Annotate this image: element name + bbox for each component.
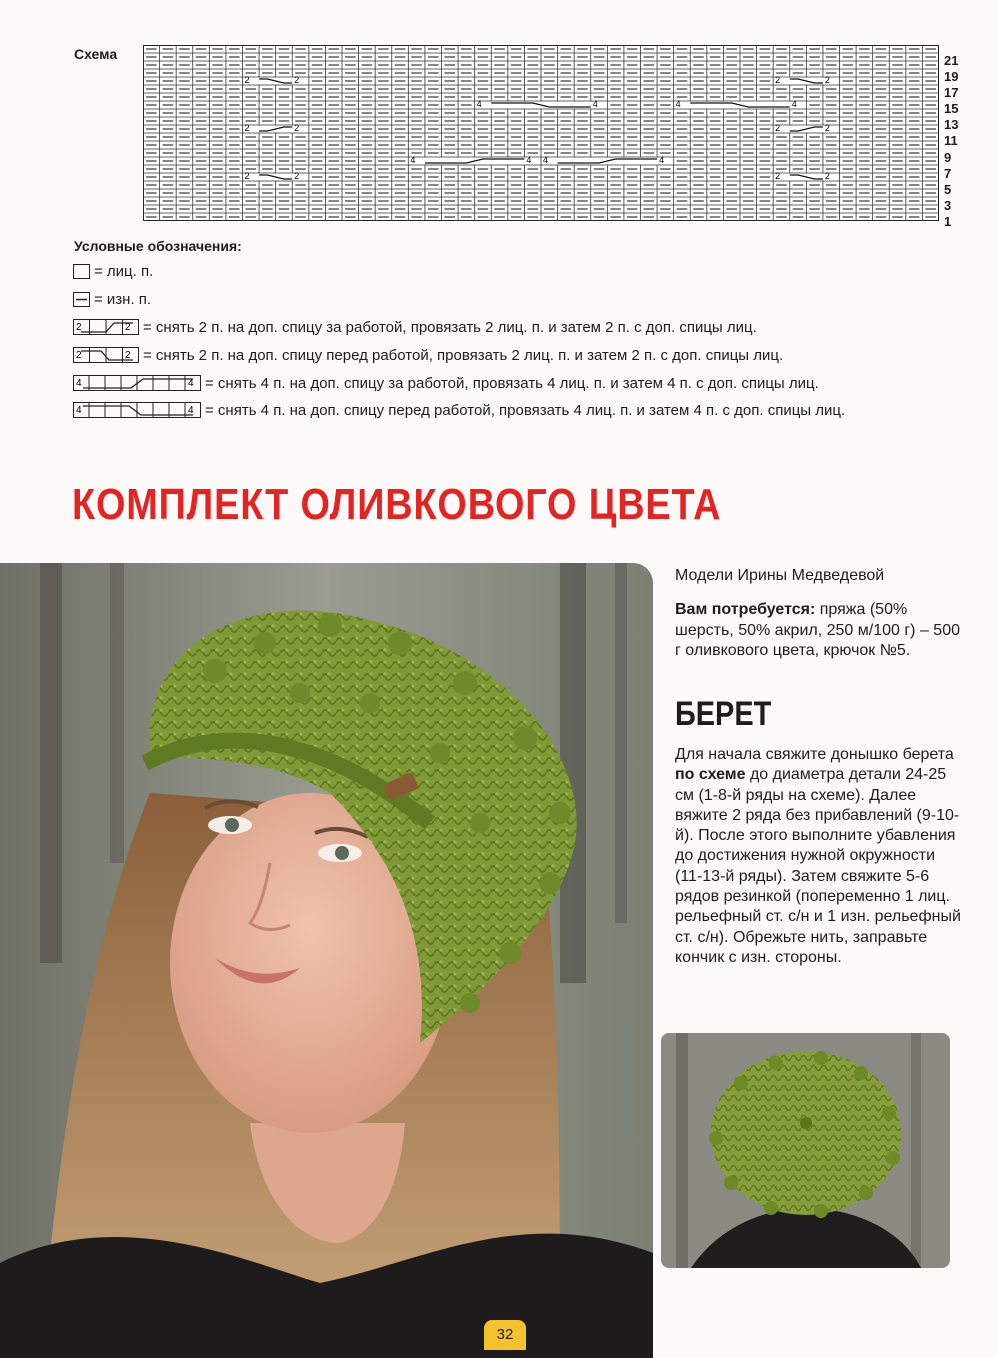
cable-count: 4 [410,155,416,165]
legend-text: = лиц. п. [94,262,154,280]
row-number: 7 [944,165,952,181]
row-number: 21 [944,53,959,68]
cable-count: 2 [294,171,300,181]
legend-item-knit [73,260,153,282]
row-number: 5 [944,181,952,197]
cable-count: 4 [592,99,598,109]
materials-text: пряжа (50% шерсть, 50% акрил, 250 м/100 г) – 500 г оливкового цвета, крючок №5. [675,601,960,659]
materials-label: Вам потребуется: [675,601,816,618]
materials [675,600,965,662]
legend-item-purl [73,288,151,310]
row-number: 9 [944,149,952,165]
knit-stitch-icon [73,264,90,279]
row-number: 17 [944,85,959,101]
cable-4-front-icon [73,402,201,418]
legend-item-cable-4-front [73,399,845,421]
cable-count: 4 [791,99,797,109]
legend-text: = снять 2 п. на доп. спицу перед работой, провязать 2 лиц. п. и затем 2 п. с доп. спицы лиц. [143,346,784,364]
page-number: 32 [484,1320,526,1350]
cable-count: 4 [188,405,194,416]
knitting-chart [143,45,939,231]
purl-stitch-icon [73,292,90,307]
cable-count: 2 [775,123,781,133]
cable-count: 2 [244,75,250,85]
legend-title: Условные обозначения: [74,238,242,254]
row-number: 11 [944,133,958,149]
headline: КОМПЛЕКТ ОЛИВКОВОГО ЦВЕТА [72,480,722,529]
woman-in-beret-image [0,563,653,1358]
instructions-part-2: до диаметра детали 24-25 см (1-8-й ряды на схеме). Далее вяжите 2 ряда без прибавлений (9-10-й). После этого выполните убавления до достижения нужной окружности (11-13-й ряды). Затем свяжите 5-6 рядов резинкой (попеременно 1 лиц. рельефный ст. с/н и 1 изн. рельефный ст. с/н). Обрежьте нить, заправьте кончик с изн. стороны. [675,766,961,966]
cable-count: 4 [188,378,194,389]
row-number: 19 [944,69,959,85]
legend-text: = снять 4 п. на доп. спицу за работой, провязать 4 лиц. п. и затем 4 п. с доп. спицы лиц. [205,374,819,392]
legend-item-cable-2-back [73,316,757,338]
cable-2-back-icon [73,319,139,335]
cable-count: 2 [824,123,830,133]
main-photo [0,563,653,1358]
cable-count: 4 [76,405,82,416]
cable-count: 2 [775,171,781,181]
row-number: 13 [944,117,959,133]
cable-count: 2 [244,123,250,133]
row-number: 3 [944,197,952,213]
cable-count: 4 [675,99,681,109]
beret-top-view-image [661,1033,950,1268]
cable-count: 4 [76,378,82,389]
cable-2-front-icon [73,347,139,363]
cable-count: 2 [125,322,131,333]
cable-count: 2 [76,350,82,361]
byline: Модели Ирины Медведевой [675,567,885,584]
legend-text: = изн. п. [94,290,152,308]
cable-count: 2 [824,171,830,181]
cable-count: 2 [76,322,82,333]
cable-count: 4 [526,155,532,165]
legend-item-cable-2-front [73,344,783,366]
cable-4-back-icon [73,375,201,391]
row-number: 1 [944,213,952,229]
legend-text: = снять 4 п. на доп. спицу перед работой, провязать 4 лиц. п. и затем 4 п. с доп. спицы лиц. [205,401,846,419]
instructions-text [675,745,965,968]
cable-count: 4 [543,155,549,165]
section-title: БЕРЕТ [675,695,772,733]
cable-count: 2 [244,171,250,181]
cable-count: 2 [824,75,830,85]
legend-text: = снять 2 п. на доп. спицу за работой, провязать 2 лиц. п. и затем 2 п. с доп. спицы лиц. [143,318,757,336]
cable-count: 2 [294,123,300,133]
cable-count: 2 [775,75,781,85]
instructions-emphasis: по схеме [675,766,746,784]
instructions-part-1: Для начала свяжите донышко берета [675,746,954,763]
cable-count: 2 [294,75,300,85]
chart-label: Схема [74,46,118,62]
cable-count: 4 [476,99,482,109]
beret-top-photo [661,1033,950,1268]
cable-count: 4 [659,155,665,165]
chart-row-numbers [944,53,974,230]
cable-count: 2 [125,350,131,361]
row-number: 15 [944,101,959,117]
legend-item-cable-4-back [73,372,819,394]
